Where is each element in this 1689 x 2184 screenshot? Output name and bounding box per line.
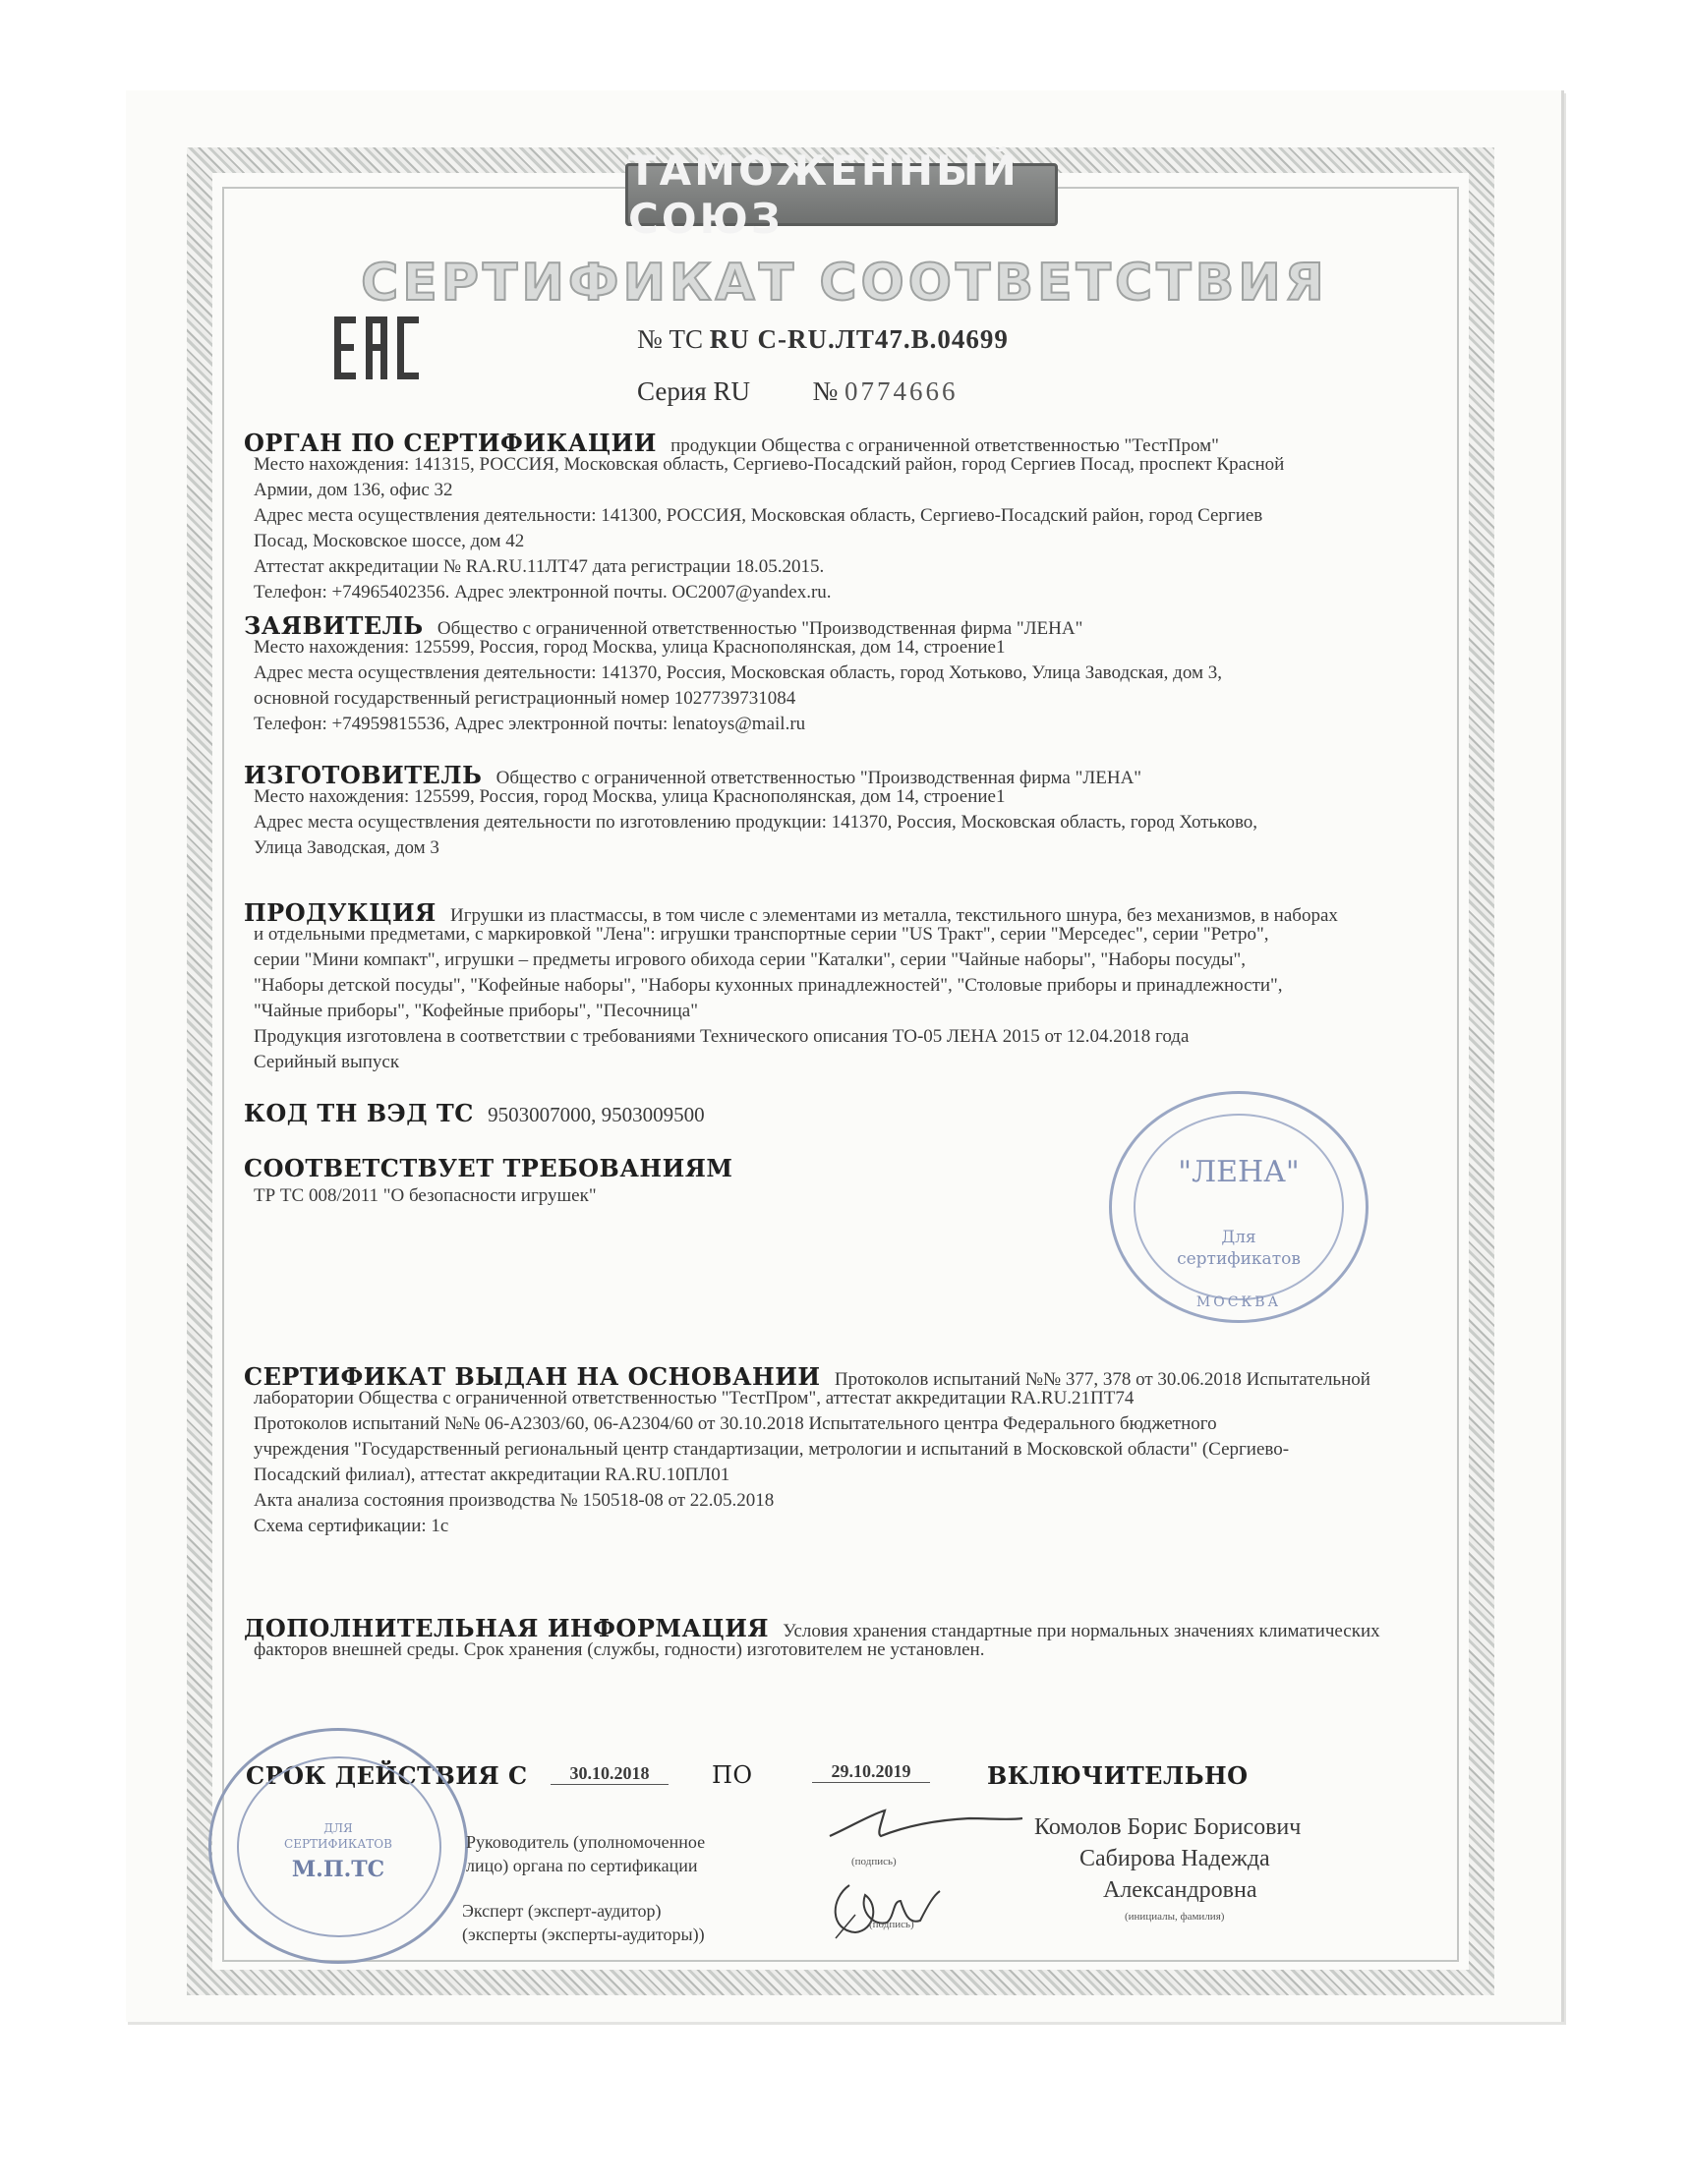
expert-signature [826, 1866, 954, 1944]
products-line: Продукция изготовлена в соответствии с требованиями Технического описания ТО-05 ЛЕНА 2015 от 12.04.2018 года [254, 1026, 1190, 1047]
organ-heading: ОРГАН ПО СЕРТИФИКАЦИИ [244, 429, 657, 457]
manufacturer-heading: ИЗГОТОВИТЕЛЬ [244, 761, 483, 789]
expert-name-1: Сабирова Надежда [1079, 1846, 1270, 1871]
series-label: Серия RU [637, 376, 750, 406]
organ-first-line [244, 429, 1219, 457]
basis-heading: СЕРТИФИКАТ ВЫДАН НА ОСНОВАНИИ [244, 1362, 821, 1391]
products-line: "Наборы детской посуды", "Кофейные наборы", "Наборы кухонных принадлежностей", "Столовые приборы и принадлежности", [254, 975, 1283, 996]
head-label-1: Руководитель (уполномоченное [466, 1832, 706, 1852]
validity-from: 30.10.2018 [551, 1763, 669, 1785]
manufacturer-line: Улица Заводская, дом 3 [254, 837, 439, 858]
applicant-line: Телефон: +74959815536, Адрес электронной почты: lenatoys@mail.ru [254, 714, 806, 734]
organ-line: Телефон: +74965402356. Адрес электронной почты. OC2007@yandex.ru. [254, 582, 832, 603]
applicant-first-line [244, 611, 1082, 640]
name-caption: (инициалы, фамилия) [1125, 1911, 1225, 1923]
basis-line: учреждения "Государственный региональный центр стандартизации, метрологии и испытаний в Московской области" (Сергиево- [254, 1439, 1290, 1460]
products-heading: ПРОДУКЦИЯ [244, 898, 437, 927]
series-no-label: № [812, 376, 839, 406]
manufacturer-first-line [244, 761, 1141, 789]
requirements-value: ТР ТС 008/2011 "О безопасности игрушек" [254, 1185, 597, 1206]
certificate-title: СЕРТИФИКАТ СООТВЕТСТВИЯ [361, 254, 1328, 313]
organ-line: продукции Общества с ограниченной ответственностью "ТестПром" [670, 435, 1219, 456]
number-value: RU C-RU.ЛТ47.В.04699 [709, 324, 1009, 354]
expert-label-2: (эксперты (эксперты-аудиторы)) [462, 1925, 705, 1944]
organ-line: Адрес места осуществления деятельности: 141300, РОССИЯ, Московская область, Сергиево-Посадский район, город Сергиев [254, 505, 1263, 526]
products-first-line [244, 898, 1338, 927]
applicant-line: Место нахождения: 125599, Россия, город Москва, улица Краснополянская, дом 14, строение1 [254, 637, 1006, 658]
organ-seal-mark: М.П.ТС [291, 1857, 385, 1882]
additional-heading: ДОПОЛНИТЕЛЬНАЯ ИНФОРМАЦИЯ [244, 1614, 770, 1642]
basis-line: лаборатории Общества с ограниченной ответственностью "ТестПром", аттестат аккредитации RA.RU.21ПТ74 [254, 1388, 1135, 1408]
additional-first-line [244, 1614, 1380, 1642]
series [637, 376, 958, 407]
organ-seal-for: ДЛЯ [323, 1821, 353, 1835]
products-line: и отдельными предметами, с маркировкой "Лена": игрушки транспортные серии "US Тракт", серии "Мерседес", серии "Ретро", [254, 924, 1269, 945]
seal-company-name: "ЛЕНА" [1178, 1155, 1300, 1189]
organ-line: Армии, дом 136, офис 32 [254, 480, 453, 500]
organ-line: Аттестат аккредитации № RA.RU.11ЛТ47 дата регистрации 18.05.2015. [254, 556, 825, 577]
basis-line: Посадский филиал), аттестат аккредитации RA.RU.10ПЛ01 [254, 1465, 730, 1485]
company-seal [1109, 1091, 1369, 1323]
tnved-line [244, 1099, 705, 1127]
basis-line: Протоколов испытаний №№ 377, 378 от 30.06.2018 Испытательной [834, 1369, 1370, 1390]
head-label-2: лицо) органа по сертификации [466, 1856, 698, 1875]
head-signature [822, 1797, 1028, 1856]
validity-to: 29.10.2019 [812, 1761, 930, 1783]
manufacturer-line: Общество с ограниченной ответственностью "Производственная фирма "ЛЕНА" [495, 768, 1142, 788]
organ-seal [208, 1728, 468, 1964]
applicant-line: основной государственный регистрационный номер 1027739731084 [254, 688, 796, 709]
organ-line: Место нахождения: 141315, РОССИЯ, Московская область, Сергиево-Посадский район, город Сергиев Посад, проспект Красной [254, 454, 1285, 475]
applicant-line: Адрес места осуществления деятельности: 141370, Россия, Московская область, город Хотьково, Улица Заводская, дом 3, [254, 662, 1222, 683]
sig-caption-2: (подпись) [869, 1919, 914, 1930]
sig-caption-1: (подпись) [851, 1856, 897, 1868]
requirements-heading: СООТВЕТСТВУЕТ ТРЕБОВАНИЯМ [244, 1154, 733, 1182]
series-no-value: 0774666 [844, 376, 959, 406]
validity-inclusive: ВКЛЮЧИТЕЛЬНО [987, 1761, 1249, 1790]
products-line: "Чайные приборы", "Кофейные приборы", "Песочница" [254, 1001, 698, 1021]
expert-name-2: Александровна [1103, 1877, 1257, 1903]
additional-line: факторов внешней среды. Срок хранения (службы, годности) изготовителем не установлен. [254, 1639, 985, 1660]
validity-to-label: ПО [712, 1761, 753, 1789]
organ-seal-for-2: СЕРТИФИКАТОВ [284, 1837, 392, 1851]
customs-union-banner: ТАМОЖЕННЫЙ СОЮЗ [625, 163, 1058, 226]
manufacturer-line: Место нахождения: 125599, Россия, город Москва, улица Краснополянская, дом 14, строение1 [254, 786, 1006, 807]
tnved-heading: КОД ТН ВЭД ТС [244, 1099, 474, 1127]
organ-line: Посад, Московское шоссе, дом 42 [254, 531, 525, 551]
head-name: Комолов Борис Борисович [1034, 1814, 1302, 1840]
basis-first-line [244, 1362, 1370, 1391]
products-line: Игрушки из пластмассы, в том числе с элементами из металла, текстильного шнура, без механизмов, в наборах [450, 905, 1338, 926]
expert-label-1: Эксперт (эксперт-аудитор) [462, 1901, 662, 1921]
basis-line: Акта анализа состояния производства № 150518-08 от 22.05.2018 [254, 1490, 775, 1511]
basis-line: Схема сертификации: 1с [254, 1516, 449, 1536]
certificate-number [637, 324, 1009, 355]
additional-line: Условия хранения стандартные при нормальных значениях климатических [783, 1621, 1380, 1641]
seal-city: МОСКВА [1195, 1294, 1282, 1310]
eac-logo [332, 313, 423, 383]
products-line: Серийный выпуск [254, 1052, 400, 1072]
number-label: № ТС [637, 324, 704, 354]
validity-heading: СРОК ДЕЙСТВИЯ С [246, 1761, 528, 1790]
products-line: серии "Мини компакт", игрушки – предметы игрового обихода серии "Каталки", серии "Чайные наборы", "Наборы посуды", [254, 949, 1247, 970]
applicant-line: Общество с ограниченной ответственностью "Производственная фирма "ЛЕНА" [437, 618, 1083, 639]
tnved-value: 9503007000, 9503009500 [488, 1103, 705, 1126]
seal-for-2: сертификатов [1177, 1249, 1301, 1269]
basis-line: Протоколов испытаний №№ 06-А2303/60, 06-А2304/60 от 30.10.2018 Испытательного центра Федерального бюджетного [254, 1413, 1217, 1434]
seal-for: Для [1221, 1228, 1256, 1247]
manufacturer-line: Адрес места осуществления деятельности по изготовлению продукции: 141370, Россия, Московская область, город Хотьково, [254, 812, 1258, 833]
applicant-heading: ЗАЯВИТЕЛЬ [244, 611, 424, 640]
